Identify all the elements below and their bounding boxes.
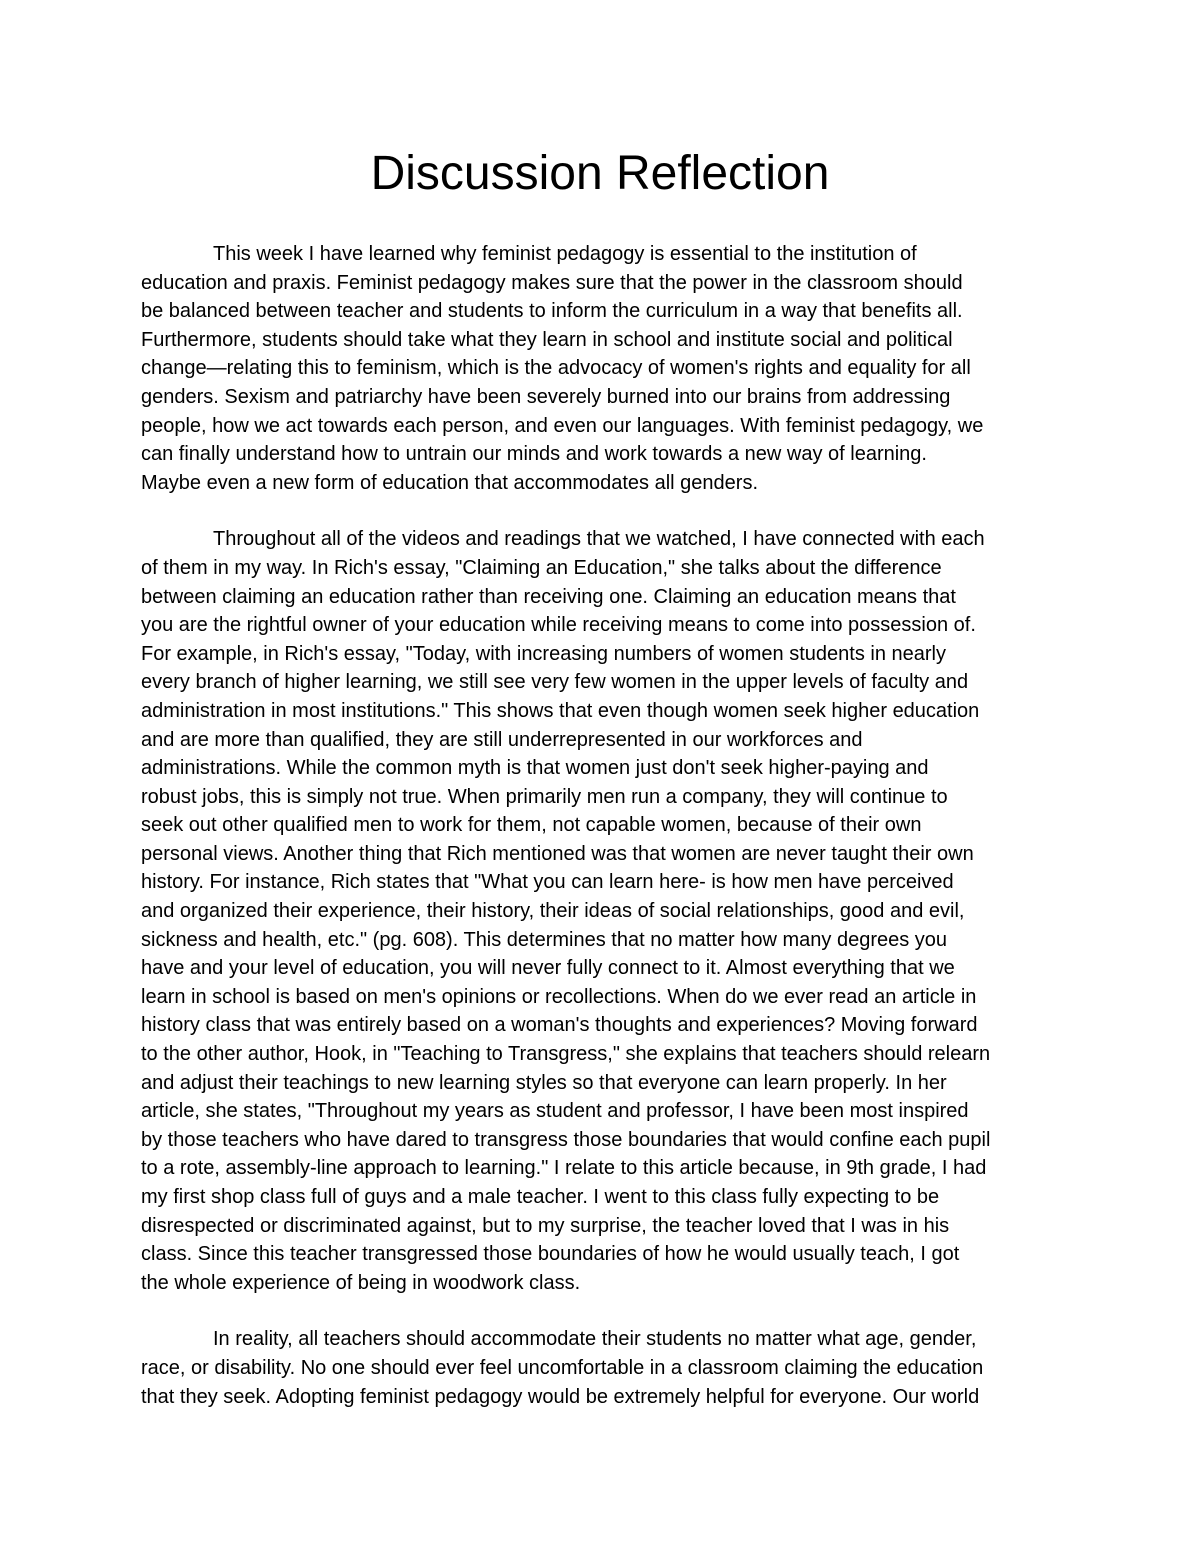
paragraph-line: of them in my way. In Rich's essay, "Claiming an Education," she talks about the difference: [141, 556, 942, 579]
paragraph-line: administration in most institutions." This shows that even though women seek higher education: [141, 699, 980, 722]
paragraph-3: [141, 1325, 1061, 1411]
paragraph-line: article, she states, "Throughout my years as student and professor, I have been most inspired: [141, 1100, 969, 1123]
paragraph-line: that they seek. Adopting feminist pedagogy would be extremely helpful for everyone. Our world: [141, 1385, 980, 1408]
paragraph-line: robust jobs, this is simply not true. When primarily men run a company, they will continue to: [141, 785, 948, 808]
paragraph-line: you are the rightful owner of your education while receiving means to come into possession of.: [141, 614, 976, 637]
paragraph-line: personal views. Another thing that Rich mentioned was that women are never taught their own: [141, 842, 974, 865]
paragraph-line: history class that was entirely based on a woman's thoughts and experiences? Moving forward: [141, 1014, 978, 1037]
paragraph-line: have and your level of education, you will never fully connect to it. Almost everything that we: [141, 957, 955, 980]
paragraph-line: every branch of higher learning, we still see very few women in the upper levels of faculty and: [141, 671, 969, 694]
paragraph-line: class. Since this teacher transgressed those boundaries of how he would usually teach, I got: [141, 1243, 960, 1266]
paragraph-line: and are more than qualified, they are still underrepresented in our workforces and: [141, 728, 863, 751]
paragraph-line: Furthermore, students should take what they learn in school and institute social and political: [141, 328, 953, 351]
paragraph-line: sickness and health, etc." (pg. 608). This determines that no matter how many degrees you: [141, 928, 948, 951]
paragraph-line: to the other author, Hook, in "Teaching to Transgress," she explains that teachers should relearn: [141, 1043, 991, 1066]
paragraph-line: can finally understand how to untrain our minds and work towards a new way of learning.: [141, 443, 927, 466]
paragraph-line: race, or disability. No one should ever feel uncomfortable in a classroom claiming the education: [141, 1356, 984, 1379]
paragraph-line: history. For instance, Rich states that "What you can learn here- is how men have perceived: [141, 871, 954, 894]
paragraph-line: education and praxis. Feminist pedagogy makes sure that the power in the classroom should: [141, 271, 963, 294]
paragraph-line: seek out other qualified men to work for them, not capable women, because of their own: [141, 814, 922, 837]
paragraph-1: [141, 240, 1061, 497]
paragraph-line: change—relating this to feminism, which is the advocacy of women's rights and equality for all: [141, 357, 971, 380]
paragraph-line: Throughout all of the videos and readings that we watched, I have connected with each: [213, 528, 985, 551]
paragraph-line: between claiming an education rather than receiving one. Claiming an education means that: [141, 585, 956, 608]
paragraph-line: people, how we act towards each person, and even our languages. With feminist pedagogy, we: [141, 414, 984, 437]
paragraph-line: be balanced between teacher and students to inform the curriculum in a way that benefits all.: [141, 300, 963, 323]
paragraph-line: For example, in Rich's essay, "Today, with increasing numbers of women students in nearly: [141, 642, 946, 665]
paragraph-line: and organized their experience, their history, their ideas of social relationships, good and evil,: [141, 900, 965, 923]
paragraph-line: the whole experience of being in woodwork class.: [141, 1271, 581, 1294]
paragraph-line: genders. Sexism and patriarchy have been severely burned into our brains from addressing: [141, 385, 951, 408]
paragraph-line: administrations. While the common myth is that women just don't seek higher-paying and: [141, 757, 929, 780]
paragraph-2: [141, 525, 1061, 1297]
paragraph-line: learn in school is based on men's opinions or recollections. When do we ever read an article in: [141, 985, 977, 1008]
document-body: [141, 240, 1061, 1439]
paragraph-line: my first shop class full of guys and a male teacher. I went to this class fully expecting to be: [141, 1186, 940, 1208]
paragraph-line: to a rote, assembly-line approach to learning." I relate to this article because, in 9th grade, I had: [141, 1157, 987, 1180]
paragraph-line: disrespected or discriminated against, but to my surprise, the teacher loved that I was in his: [141, 1214, 950, 1237]
document-title: Discussion Reflection: [370, 147, 830, 200]
paragraph-line: and adjust their teachings to new learning styles so that everyone can learn properly. In her: [141, 1071, 947, 1094]
paragraph-line: Maybe even a new form of education that accommodates all genders.: [141, 471, 759, 494]
paragraph-line: In reality, all teachers should accommodate their students no matter what age, gender,: [213, 1328, 977, 1351]
paragraph-line: by those teachers who have dared to transgress those boundaries that would confine each pupil: [141, 1128, 991, 1151]
paragraph-line: This week I have learned why feminist pedagogy is essential to the institution of: [213, 243, 917, 265]
